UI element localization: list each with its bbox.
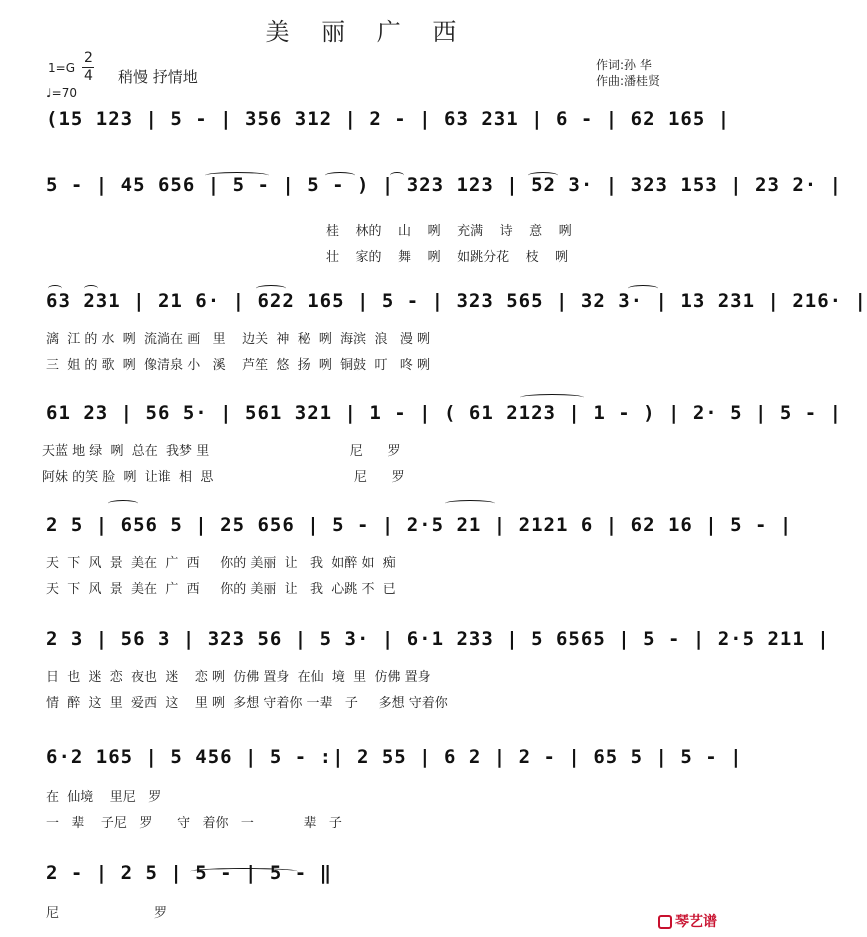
lyric-verse-2: 天 下 风 景 美在 广 西 你的 美丽 让 我 心跳 不 已	[46, 582, 396, 597]
time-signature-bottom: 4	[84, 68, 93, 84]
slur-mark	[256, 285, 286, 292]
slur-mark	[190, 868, 298, 875]
metronome-mark: ♩=70	[46, 86, 77, 100]
lyric-verse-1: 在 仙境 里尼 罗	[46, 790, 162, 805]
notation-line: 2 - | 2 5 | 5 - | 5 - ‖	[46, 862, 333, 884]
lyricist-credit: 作词:孙 华	[596, 58, 652, 72]
lyric-verse-1: 天蓝 地 绿 咧 总在 我梦 里 尼 罗	[42, 444, 401, 459]
slur-mark	[108, 500, 138, 507]
notation-line: 2 5 | 656 5 | 25 656 | 5 - | 2·5 21 | 2121 6 | 62 16 | 5 - |	[46, 514, 793, 536]
slur-mark	[48, 285, 62, 292]
lyric-verse-1: 尼 罗	[46, 906, 168, 921]
qinyipu-logo-icon	[658, 915, 672, 929]
lyric-verse-1: 桂 林的 山 咧 充满 诗 意 咧	[326, 224, 572, 239]
slur-mark	[520, 394, 584, 401]
slur-mark	[390, 172, 404, 179]
slur-mark	[445, 500, 495, 507]
notation-line: 2 3 | 56 3 | 323 56 | 5 3· | 6·1 233 | 5 6565 | 5 - | 2·5 211 |	[46, 628, 830, 650]
composer-credit: 作曲:潘桂贤	[596, 74, 661, 88]
notation-line: 6·2 165 | 5 456 | 5 - :| 2 55 | 6 2 | 2 - | 65 5 | 5 - |	[46, 746, 743, 768]
lyric-verse-2: 一 辈 子尼 罗 守 着你 一 辈 子	[46, 816, 342, 831]
qinyipu-logo	[658, 911, 717, 931]
lyric-verse-2: 阿妹 的笑 脸 咧 让谁 相 思 尼 罗	[42, 470, 405, 485]
notation-line: 5 - | 45 656 | 5 - | 5 - ) | 323 123 | 52 3· | 323 153 | 23 2· |	[46, 174, 843, 196]
slur-mark	[84, 285, 98, 292]
lyric-verse-1: 天 下 风 景 美在 广 西 你的 美丽 让 我 如醉 如 痴	[46, 556, 396, 571]
lyric-verse-1: 漓 江 的 水 咧 流淌在 画 里 边关 神 秘 咧 海滨 浪 漫 咧	[46, 332, 430, 347]
notation-line: 63 231 | 21 6· | 622 165 | 5 - | 323 565 | 32 3· | 13 231 | 216· |	[46, 290, 867, 312]
slur-mark	[205, 172, 269, 179]
notation-line: 61 23 | 56 5· | 561 321 | 1 - | ( 61 2123 | 1 - ) | 2· 5 | 5 - |	[46, 402, 843, 424]
key-signature: 1=G	[48, 61, 75, 75]
time-signature-top: 2	[84, 50, 93, 66]
slur-mark	[528, 172, 558, 179]
slur-mark	[325, 172, 355, 179]
lyric-verse-2: 情 醉 这 里 爱西 这 里 咧 多想 守着你 一辈 子 多想 守着你	[46, 696, 448, 711]
notation-line: (15 123 | 5 - | 356 312 | 2 - | 63 231 | 6 - | 62 165 |	[46, 108, 731, 130]
watermark-text: 琴艺谱	[675, 914, 717, 930]
slur-mark	[628, 285, 658, 292]
lyric-verse-1: 日 也 迷 恋 夜也 迷 恋 咧 仿佛 置身 在仙 境 里 仿佛 置身	[46, 670, 431, 685]
tempo-marking: 稍慢 抒情地	[118, 68, 198, 86]
page-title: 美 丽 广 西	[265, 18, 469, 46]
lyric-verse-2: 三 姐 的 歌 咧 像清泉 小 溪 芦笙 悠 扬 咧 铜鼓 叮 咚 咧	[46, 358, 430, 373]
lyric-verse-2: 壮 家的 舞 咧 如跳分花 枝 咧	[326, 250, 569, 265]
